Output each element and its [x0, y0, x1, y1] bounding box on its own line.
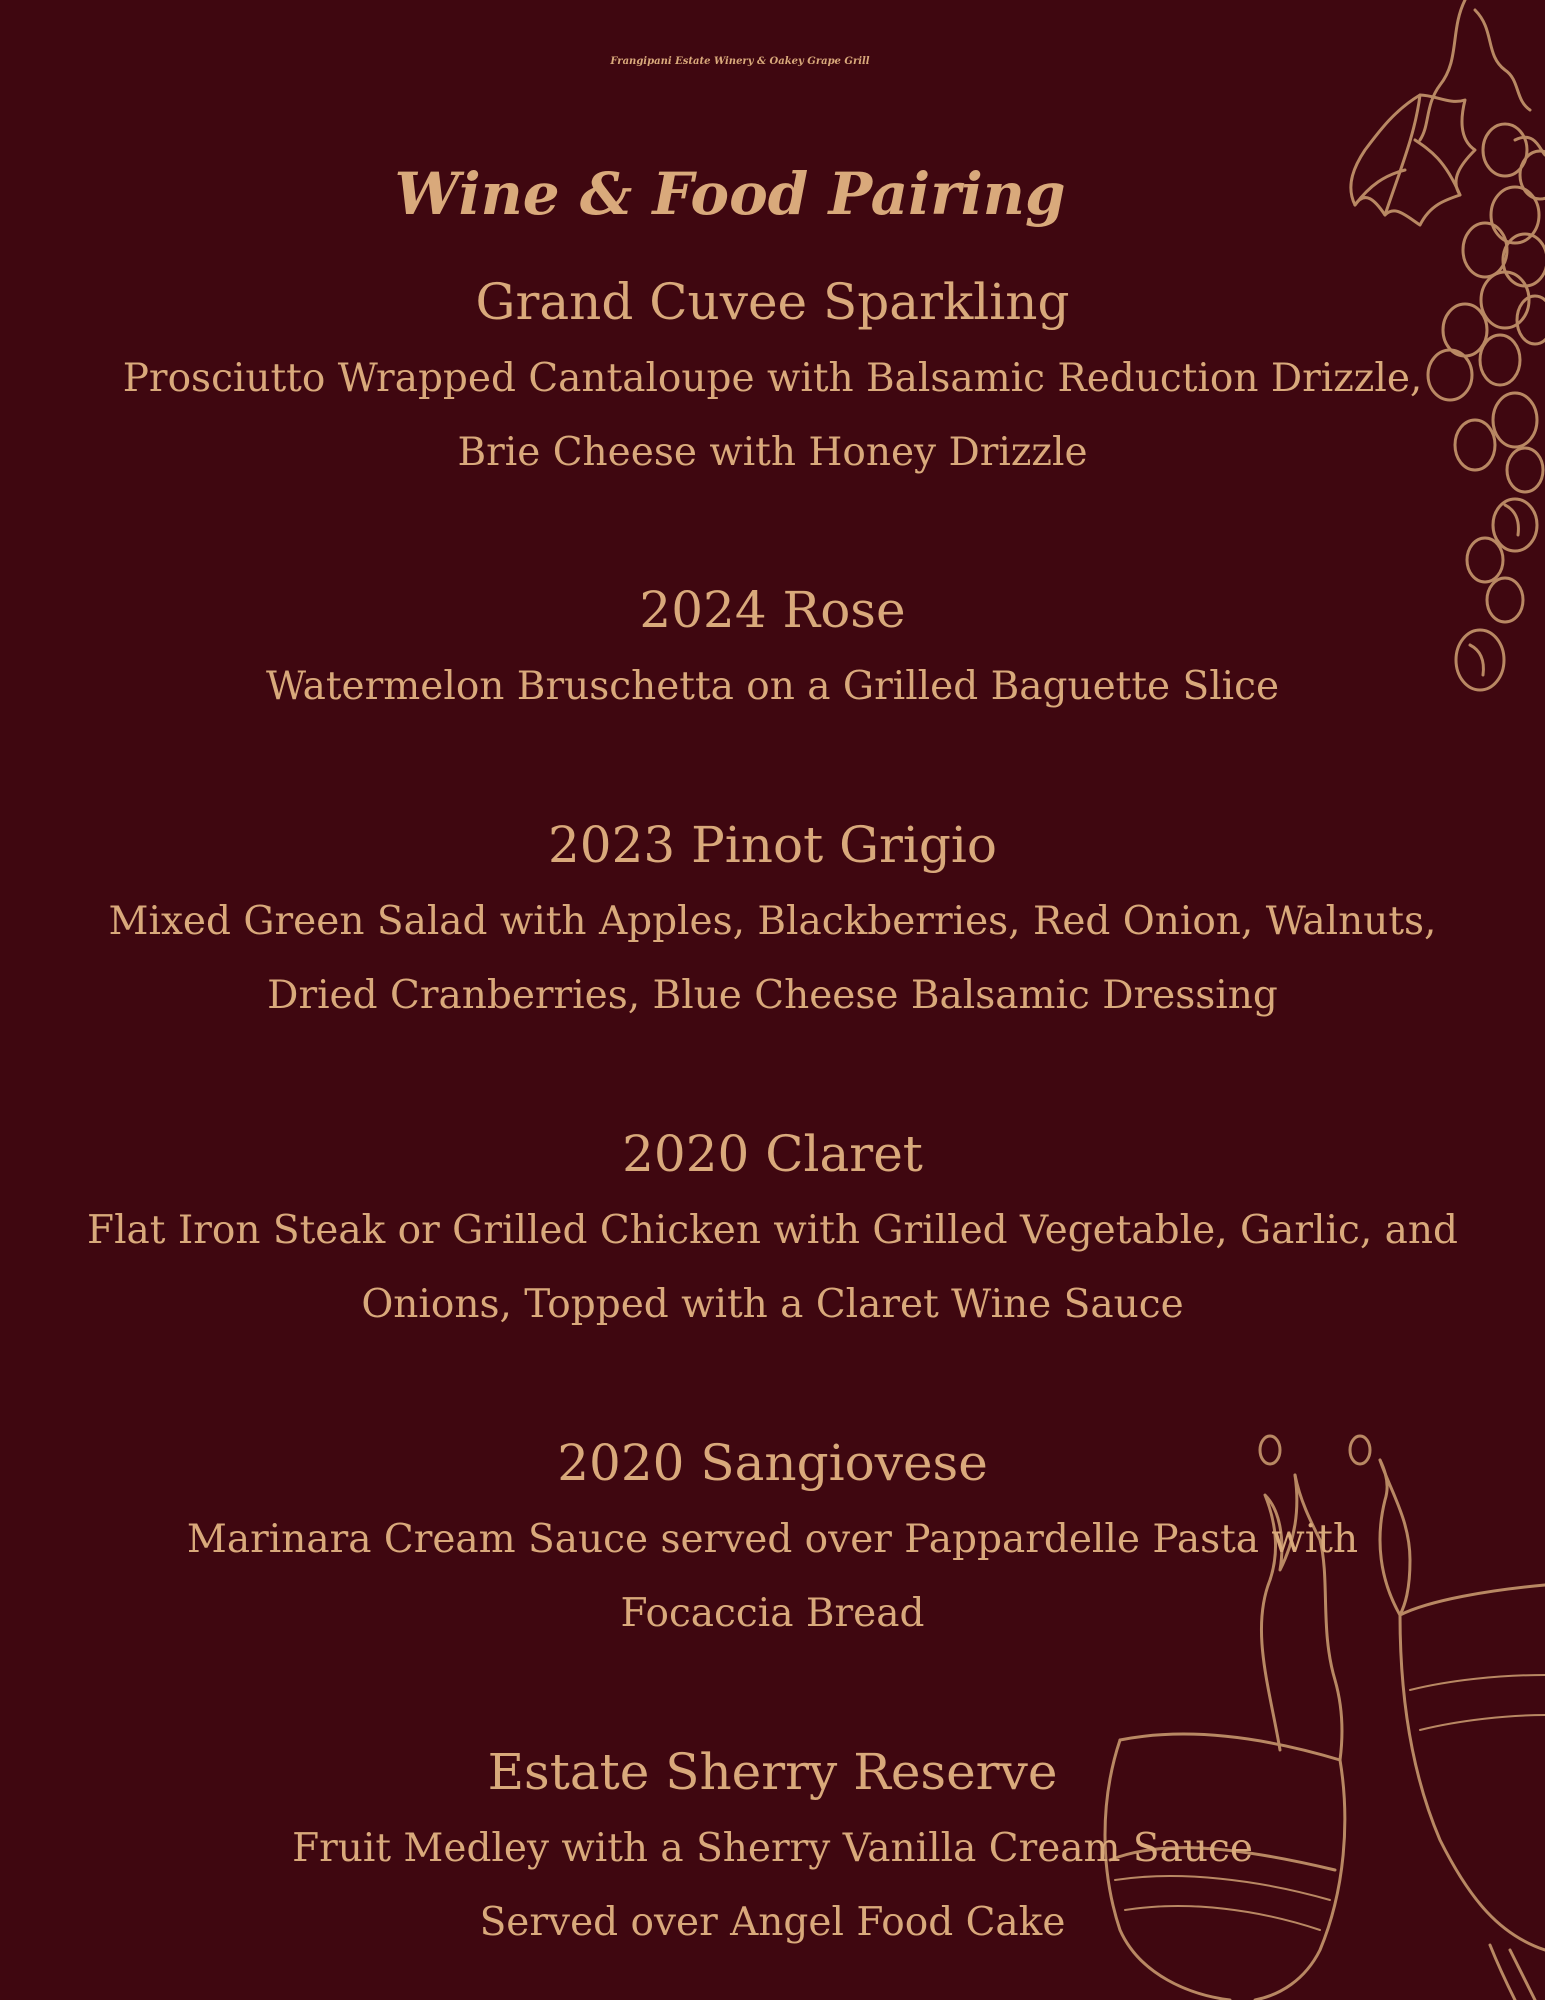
page-title: Frangipani Estate Winery & Oakey Grape Grill	[610, 56, 870, 67]
pairing-claret	[0, 1116, 1545, 1342]
wine-name: 2023 Pinot Grigio	[548, 816, 997, 874]
wine-name: Estate Sherry Reserve	[487, 1743, 1058, 1801]
page-subtitle: Wine & Food Pairing	[394, 160, 1066, 228]
pairing-rose	[0, 572, 1545, 724]
food-line: Served over Angel Food Cake	[479, 1900, 1066, 1945]
food-line: Prosciutto Wrapped Cantaloupe with Balsamic Reduction Drizzle,	[122, 356, 1423, 401]
pairing-grand-cuvee	[0, 264, 1545, 490]
food-line: Onions, Topped with a Claret Wine Sauce	[361, 1282, 1184, 1327]
pairing-sherry-reserve	[0, 1734, 1545, 1960]
food-line: Watermelon Bruschetta on a Grilled Baguette Slice	[265, 664, 1280, 709]
food-line: Flat Iron Steak or Grilled Chicken with Grilled Vegetable, Garlic, and	[87, 1208, 1458, 1253]
food-line: Focaccia Bread	[620, 1591, 925, 1636]
wine-name: 2024 Rose	[639, 581, 906, 639]
food-line: Fruit Medley with a Sherry Vanilla Cream Sauce	[292, 1826, 1253, 1871]
food-line: Brie Cheese with Honey Drizzle	[457, 430, 1088, 475]
food-line: Marinara Cream Sauce served over Pappardelle Pasta with	[186, 1517, 1359, 1562]
wine-name: 2020 Claret	[622, 1125, 923, 1183]
food-line: Mixed Green Salad with Apples, Blackberries, Red Onion, Walnuts,	[108, 899, 1437, 944]
food-line: Dried Cranberries, Blue Cheese Balsamic Dressing	[267, 973, 1278, 1018]
wine-name: 2020 Sangiovese	[557, 1434, 988, 1492]
pairing-sangiovese	[0, 1425, 1545, 1651]
wine-name: Grand Cuvee Sparkling	[475, 273, 1070, 331]
pairing-pinot-grigio	[0, 807, 1545, 1033]
